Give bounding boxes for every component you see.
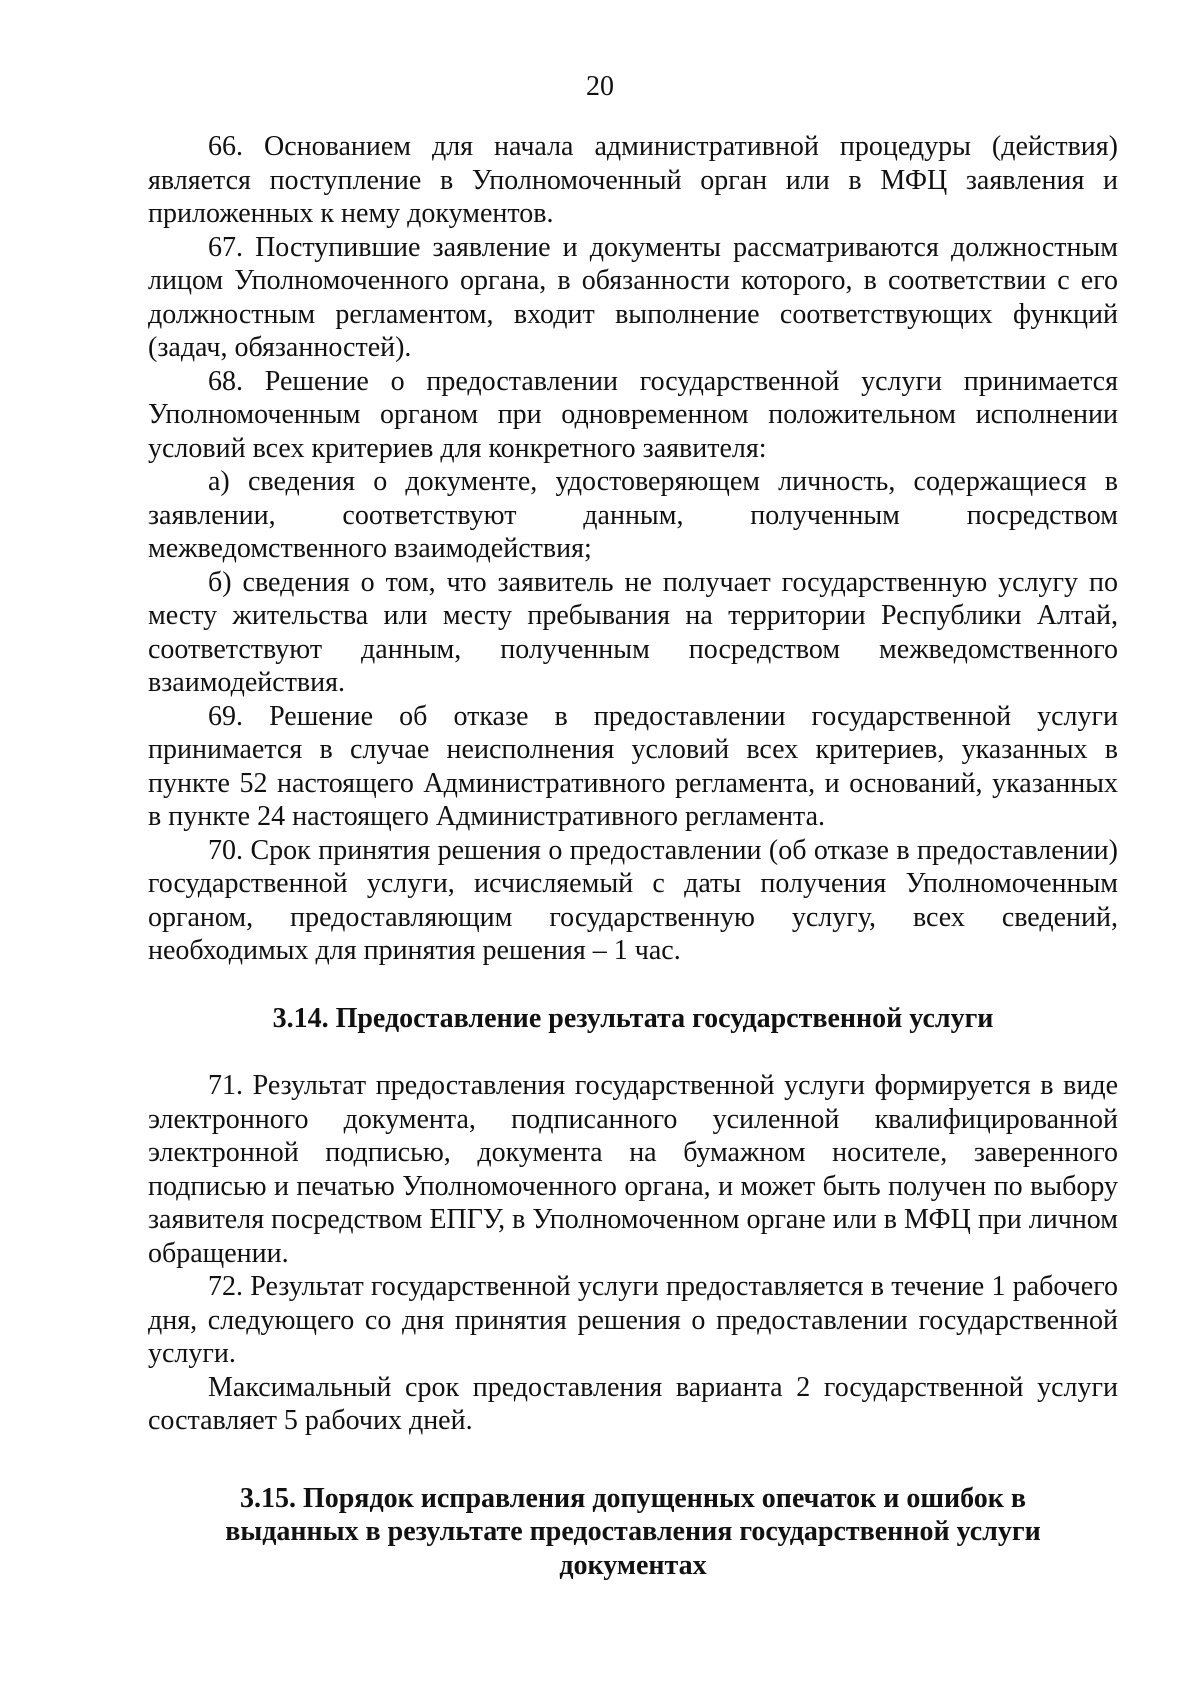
paragraph-72: 72. Результат государственной услуги предоставляется в течение 1 рабочего дня, следующего со дня принятия решения о предоставлении государственной услуги. [148,1271,1118,1369]
paragraph-69: 69. Решение об отказе в предоставлении государственной услуги принимается в случае неисполнения условий всех критериев, указанных в пункте 52 настоящего Административного регламента, и оснований, указанных в пункте 24 настоящего Административного регламента. [148,700,1118,832]
section-heading-3-15-line-3: документах [559,1549,707,1581]
paragraph-68: 68. Решение о предоставлении государственной услуги принимается Уполномоченным органом при одновременном положительном исполнении условий всех критериев для конкретного заявителя: [148,365,1118,464]
paragraph-70: 70. Срок принятия решения о предоставлении (об отказе в предоставлении) государственной услуги, исчисляемый с даты получения Уполномоченным органом, предоставляющим государственную услугу, всех сведений, необходимых для принятия решения – 1 час. [148,834,1118,966]
page-number: 20 [586,71,614,102]
section-heading-3-15-line-1: 3.15. Порядок исправления допущенных опечаток и ошибок в [239,1482,1027,1514]
paragraph-68-b: б) сведения о том, что заявитель не получает государственную услугу по месту жительства или месту пребывания на территории Республики Алтай, соответствуют данным, полученным посредством межведомственного взаимодействия. [148,566,1118,698]
paragraph-71: 71. Результат предоставления государственной услуги формируется в виде электронного документа, подписанного усиленной квалифицированной электронной подписью, документа на бумажном носителе, заверенного подписью и печатью Уполномоченного органа, и может быть получен по выбору заявителя посредством ЕПГУ, в Уполномоченном органе или в МФЦ при личном обращении. [148,1070,1118,1269]
paragraph-66: 66. Основанием для начала административной процедуры (действия) является поступление в Уполномоченный орган или в МФЦ заявления и приложенных к нему документов. [148,131,1118,229]
paragraph-67: 67. Поступившие заявление и документы рассматриваются должностным лицом Уполномоченного органа, в обязанности которого, в соответствии с его должностным регламентом, входит выполнение соответствующих функций (задач, обязанностей). [148,231,1118,363]
section-heading-3-14: 3.14. Предоставление результата государственной услуги [272,1002,994,1034]
paragraph-68-a: а) сведения о документе, удостоверяющем личность, содержащиеся в заявлении, соответствуют данным, полученным посредством межведомственного взаимодействия; [148,466,1118,564]
paragraph-max-term: Максимальный срок предоставления варианта 2 государственной услуги составляет 5 рабочих дней. [148,1371,1118,1436]
section-heading-3-15-line-2: выданных в результате предоставления государственной услуги [225,1516,1041,1547]
section-heading-3-15 [148,1482,1118,1583]
document-body [148,130,1118,1582]
